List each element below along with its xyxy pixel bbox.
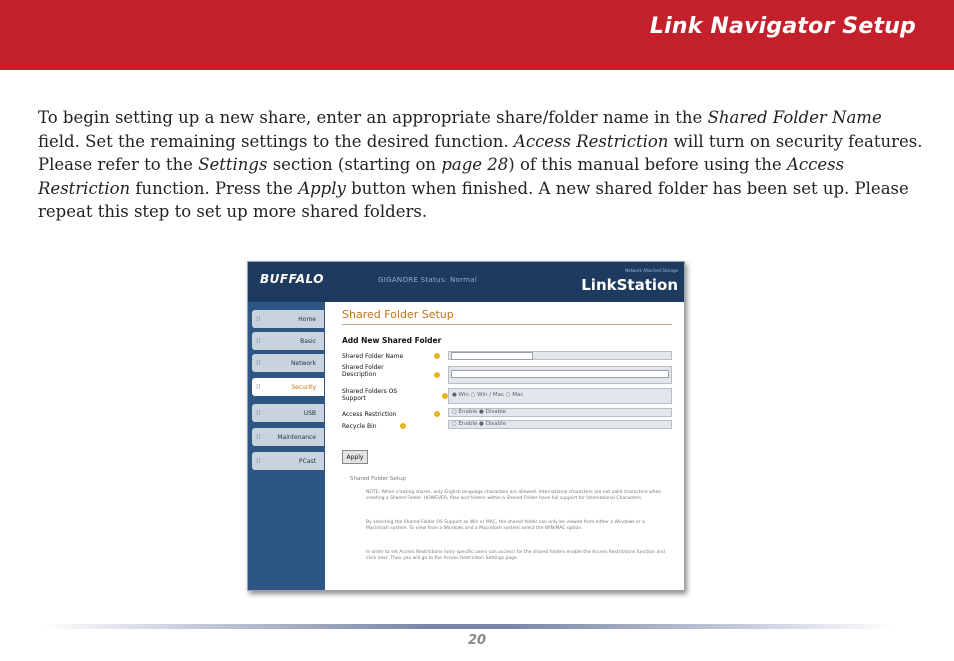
grip-icon: ⁞⁞ <box>256 457 261 465</box>
nav-usb[interactable] <box>252 404 324 422</box>
nav-label: Security <box>291 383 316 391</box>
grip-icon: ⁞⁞ <box>256 359 261 367</box>
intro-em-1: Shared Folder Name <box>707 108 882 127</box>
page-number: 20 <box>467 633 487 648</box>
nav-label: Home <box>298 315 316 323</box>
grip-icon: ⁞⁞ <box>256 315 261 323</box>
notes-heading: Shared Folder Setup <box>350 476 406 482</box>
recycle-bin-label: Recycle Bin <box>342 423 377 430</box>
nav-maintenance[interactable] <box>252 428 324 446</box>
device-status: GIGANORE Status: Normal <box>378 276 478 284</box>
title-divider <box>342 324 672 325</box>
header-banner <box>0 0 954 70</box>
nav-home[interactable] <box>252 310 324 328</box>
folder-name-input[interactable] <box>451 352 533 360</box>
access-restriction-options[interactable]: ○ Enable ● Disable <box>452 409 506 415</box>
note-item: NOTE: When creating shares, only English language characters are allowed. International characters are not valid characters when creating a Shared Folder. HOWEVER, files and folders within a Shared Folder have full support for International Characters. <box>366 490 662 501</box>
page-title: Link Navigator Setup <box>649 14 916 39</box>
nav-pcast[interactable] <box>252 452 324 470</box>
setup-screenshot <box>247 261 685 591</box>
nav-security[interactable] <box>252 378 324 396</box>
grip-icon: ⁞⁞ <box>256 409 261 417</box>
recycle-bin-options[interactable]: ○ Enable ● Disable <box>452 421 506 427</box>
intro-text-1: To begin setting up a new share, enter an appropriate share/folder name in the <box>38 108 708 127</box>
apply-button[interactable]: Apply <box>342 450 368 464</box>
nav-label: PCast <box>299 457 316 465</box>
nav-label: USB <box>303 409 316 417</box>
nav-label: Maintenance <box>277 433 316 441</box>
intro-text-2: field. Set the remaining settings to the desired function. <box>38 131 514 151</box>
grip-icon: ⁞⁞ <box>256 337 261 345</box>
access-restriction-label: Access Restriction <box>342 411 397 418</box>
intro-text-7: button when finished. A new shared folder has been set up. Please repeat this step to set up more shared folders. <box>38 178 909 221</box>
intro-em-3: Settings <box>198 155 268 174</box>
shared-folder-setup-title: Shared Folder Setup <box>342 308 454 321</box>
buffalo-logo: BUFFALO <box>260 272 324 286</box>
intro-text-4: section (starting on <box>267 155 442 174</box>
intro-em-2: Access Restriction <box>513 131 669 151</box>
grip-icon: ⁞⁞ <box>256 383 261 391</box>
help-icon[interactable] <box>434 353 440 359</box>
help-icon[interactable] <box>434 411 440 417</box>
help-icon[interactable] <box>434 372 440 378</box>
folder-name-label: Shared Folder Name <box>342 353 404 360</box>
brand-subtitle: Network Attached Storage <box>625 268 678 273</box>
linkstation-logo: LinkStation <box>581 276 678 294</box>
intro-text-5: ) of this manual before using the <box>508 155 787 174</box>
intro-em-4: page 28 <box>441 155 509 174</box>
intro-em-5: Access Restriction <box>38 155 845 198</box>
nav-network[interactable] <box>252 354 324 372</box>
grip-icon: ⁞⁞ <box>256 433 261 441</box>
intro-text-3: will turn on security features. Please refer to the <box>38 131 923 174</box>
folder-description-label: Shared Folder Description <box>342 364 384 378</box>
note-item: By selecting the Shared Folder OS Support as Win or MAC, the shared folder can only be viewed from either a Windows or a Macintosh system. To view from a Windows and a Macintosh system select the WIN/MAC option. <box>366 520 645 531</box>
add-folder-heading: Add New Shared Folder <box>342 336 442 345</box>
help-icon[interactable] <box>400 423 406 429</box>
folder-description-input[interactable] <box>451 370 669 378</box>
screenshot-header <box>248 262 684 302</box>
intro-em-6: Apply <box>298 178 346 198</box>
footer-divider <box>40 624 896 629</box>
nav-label: Network <box>290 359 316 367</box>
screenshot-content <box>338 302 678 590</box>
nav-basic[interactable] <box>252 332 324 350</box>
screenshot-sidebar <box>248 302 325 590</box>
nav-label: Basic <box>300 337 316 345</box>
intro-text-6: function. Press the <box>130 178 299 198</box>
os-support-label: Shared Folders OS Support <box>342 388 398 402</box>
intro-paragraph <box>38 106 923 224</box>
note-item: In order to set Access Restrictions (only specific users can access) for the shared folders enable the Access Restrictions function and click next. Then you will go to the Access Restriction Settings page. <box>366 550 665 561</box>
os-support-options[interactable]: ● Win ○ Win / Mac ○ Mac <box>452 392 524 398</box>
